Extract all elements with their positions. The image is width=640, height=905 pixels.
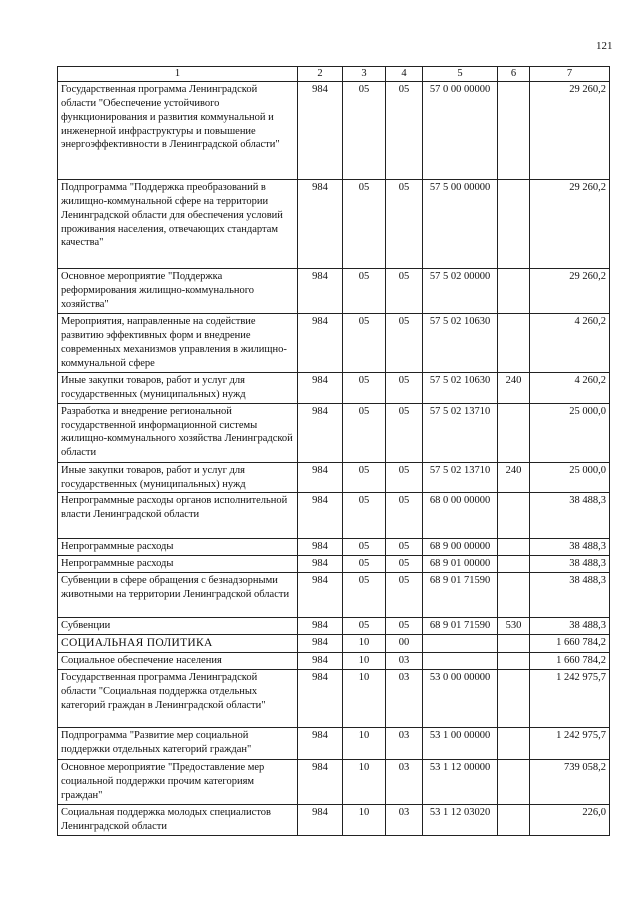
table-row xyxy=(58,82,610,180)
row-vr: 240 xyxy=(498,373,530,404)
row-pr: 03 xyxy=(386,670,423,728)
row-grbs: 984 xyxy=(298,82,343,180)
row-grbs: 984 xyxy=(298,403,343,462)
row-pr: 05 xyxy=(386,180,423,269)
col-header: 5 xyxy=(423,67,498,82)
row-vr xyxy=(498,180,530,269)
row-vr xyxy=(498,635,530,653)
row-grbs: 984 xyxy=(298,462,343,493)
table-row xyxy=(58,493,610,539)
row-grbs: 984 xyxy=(298,573,343,618)
row-grbs: 984 xyxy=(298,556,343,573)
row-name: Основное мероприятие "Предоставление мер социальной поддержки прочим категориям граждан" xyxy=(58,760,298,805)
row-pr: 03 xyxy=(386,760,423,805)
row-sum: 1 242 975,7 xyxy=(530,670,610,728)
row-name: Субвенции в сфере обращения с безнадзорными животными на территории Ленинградской области xyxy=(58,573,298,618)
row-sum: 739 058,2 xyxy=(530,760,610,805)
row-name: Подпрограмма "Поддержка преобразований в жилищно-коммунальной сфере на территории Ленинградской области для обеспечения условий проживания населения, отвечающих стандартам качества" xyxy=(58,180,298,269)
row-pr: 05 xyxy=(386,556,423,573)
row-csr xyxy=(423,653,498,670)
row-vr xyxy=(498,760,530,805)
row-pr: 05 xyxy=(386,403,423,462)
row-csr: 53 1 00 00000 xyxy=(423,728,498,760)
row-vr xyxy=(498,805,530,836)
row-grbs: 984 xyxy=(298,180,343,269)
row-grbs: 984 xyxy=(298,539,343,556)
row-csr: 57 5 02 13710 xyxy=(423,403,498,462)
col-header: 4 xyxy=(386,67,423,82)
row-pr: 05 xyxy=(386,462,423,493)
row-name: Разработка и внедрение региональной государственной информационной системы жилищно-коммунального хозяйства Ленинградской области xyxy=(58,403,298,462)
row-vr xyxy=(498,653,530,670)
row-grbs: 984 xyxy=(298,728,343,760)
row-rz: 10 xyxy=(343,805,386,836)
row-vr xyxy=(498,556,530,573)
row-sum: 29 260,2 xyxy=(530,180,610,269)
row-grbs: 984 xyxy=(298,373,343,404)
table-row xyxy=(58,653,610,670)
row-rz: 05 xyxy=(343,314,386,373)
row-rz: 10 xyxy=(343,670,386,728)
row-vr xyxy=(498,314,530,373)
row-csr: 57 5 02 00000 xyxy=(423,269,498,314)
row-name: Подпрограмма "Развитие мер социальной поддержки отдельных категорий граждан" xyxy=(58,728,298,760)
row-sum: 25 000,0 xyxy=(530,403,610,462)
col-header: 6 xyxy=(498,67,530,82)
row-sum: 38 488,3 xyxy=(530,556,610,573)
table-row xyxy=(58,556,610,573)
row-sum: 25 000,0 xyxy=(530,462,610,493)
row-name: Непрограммные расходы xyxy=(58,556,298,573)
row-grbs: 984 xyxy=(298,269,343,314)
row-rz: 05 xyxy=(343,462,386,493)
table-row xyxy=(58,670,610,728)
row-pr: 05 xyxy=(386,618,423,635)
row-name: Непрограммные расходы органов исполнительной власти Ленинградской области xyxy=(58,493,298,539)
row-sum: 1 660 784,2 xyxy=(530,653,610,670)
row-sum: 226,0 xyxy=(530,805,610,836)
budget-table xyxy=(57,66,610,836)
row-sum: 38 488,3 xyxy=(530,618,610,635)
row-vr xyxy=(498,82,530,180)
row-vr: 240 xyxy=(498,462,530,493)
row-csr: 57 5 02 13710 xyxy=(423,462,498,493)
row-rz: 05 xyxy=(343,373,386,404)
table-row xyxy=(58,180,610,269)
table-row xyxy=(58,314,610,373)
row-rz: 10 xyxy=(343,760,386,805)
row-name: Социальное обеспечение населения xyxy=(58,653,298,670)
row-rz: 10 xyxy=(343,728,386,760)
row-pr: 05 xyxy=(386,493,423,539)
col-header: 3 xyxy=(343,67,386,82)
row-rz: 05 xyxy=(343,573,386,618)
row-csr: 68 9 01 00000 xyxy=(423,556,498,573)
row-rz: 05 xyxy=(343,539,386,556)
row-csr: 68 9 01 71590 xyxy=(423,618,498,635)
row-grbs: 984 xyxy=(298,618,343,635)
table-row xyxy=(58,269,610,314)
row-sum: 38 488,3 xyxy=(530,539,610,556)
row-csr: 57 5 02 10630 xyxy=(423,314,498,373)
table-row xyxy=(58,805,610,836)
row-sum: 38 488,3 xyxy=(530,493,610,539)
table-row xyxy=(58,618,610,635)
row-pr: 05 xyxy=(386,269,423,314)
row-grbs: 984 xyxy=(298,493,343,539)
row-vr xyxy=(498,670,530,728)
row-grbs: 984 xyxy=(298,653,343,670)
row-vr xyxy=(498,403,530,462)
col-header: 1 xyxy=(58,67,298,82)
row-rz: 05 xyxy=(343,180,386,269)
row-grbs: 984 xyxy=(298,635,343,653)
row-vr xyxy=(498,493,530,539)
table-row xyxy=(58,373,610,404)
row-pr: 03 xyxy=(386,805,423,836)
row-rz: 05 xyxy=(343,82,386,180)
row-rz: 05 xyxy=(343,556,386,573)
row-name: Субвенции xyxy=(58,618,298,635)
row-grbs: 984 xyxy=(298,670,343,728)
row-rz: 05 xyxy=(343,269,386,314)
row-vr xyxy=(498,573,530,618)
table-row xyxy=(58,539,610,556)
row-csr: 57 5 00 00000 xyxy=(423,180,498,269)
row-grbs: 984 xyxy=(298,805,343,836)
page-number: 121 xyxy=(596,40,613,52)
row-csr: 57 5 02 10630 xyxy=(423,373,498,404)
row-pr: 05 xyxy=(386,314,423,373)
row-sum: 4 260,2 xyxy=(530,314,610,373)
row-pr: 05 xyxy=(386,373,423,404)
row-name: Социальная поддержка молодых специалистов Ленинградской области xyxy=(58,805,298,836)
row-csr: 68 9 00 00000 xyxy=(423,539,498,556)
row-name: Мероприятия, направленные на содействие развитию эффективных форм и внедрение современных механизмов управления в жилищно-коммунальной сфере xyxy=(58,314,298,373)
row-rz: 05 xyxy=(343,618,386,635)
row-vr xyxy=(498,539,530,556)
row-rz: 05 xyxy=(343,403,386,462)
row-grbs: 984 xyxy=(298,314,343,373)
row-sum: 4 260,2 xyxy=(530,373,610,404)
row-pr: 03 xyxy=(386,728,423,760)
row-sum: 1 660 784,2 xyxy=(530,635,610,653)
row-sum: 1 242 975,7 xyxy=(530,728,610,760)
row-sum: 38 488,3 xyxy=(530,573,610,618)
row-csr: 68 0 00 00000 xyxy=(423,493,498,539)
row-pr: 03 xyxy=(386,653,423,670)
row-csr: 53 1 12 00000 xyxy=(423,760,498,805)
row-vr: 530 xyxy=(498,618,530,635)
col-header: 7 xyxy=(530,67,610,82)
row-rz: 05 xyxy=(343,493,386,539)
table-row xyxy=(58,573,610,618)
table-row xyxy=(58,728,610,760)
table-row xyxy=(58,635,610,653)
row-name: Иные закупки товаров, работ и услуг для государственных (муниципальных) нужд xyxy=(58,462,298,493)
row-csr xyxy=(423,635,498,653)
row-rz: 10 xyxy=(343,635,386,653)
table-row xyxy=(58,462,610,493)
col-header: 2 xyxy=(298,67,343,82)
table-row xyxy=(58,760,610,805)
row-name: Государственная программа Ленинградской области "Обеспечение устойчивого функционирования и развития коммунальной и инженерной инфраструктуры и повышение энергоэффективности в Ленинградской области" xyxy=(58,82,298,180)
row-csr: 57 0 00 00000 xyxy=(423,82,498,180)
row-pr: 05 xyxy=(386,82,423,180)
row-csr: 68 9 01 71590 xyxy=(423,573,498,618)
row-pr: 05 xyxy=(386,539,423,556)
row-vr xyxy=(498,728,530,760)
row-sum: 29 260,2 xyxy=(530,82,610,180)
row-name: Основное мероприятие "Поддержка реформирования жилищно-коммунального хозяйства" xyxy=(58,269,298,314)
row-grbs: 984 xyxy=(298,760,343,805)
row-name: Непрограммные расходы xyxy=(58,539,298,556)
row-pr: 05 xyxy=(386,573,423,618)
header-row xyxy=(58,67,610,82)
row-name: Иные закупки товаров, работ и услуг для государственных (муниципальных) нужд xyxy=(58,373,298,404)
row-csr: 53 0 00 00000 xyxy=(423,670,498,728)
row-name: СОЦИАЛЬНАЯ ПОЛИТИКА xyxy=(58,635,298,653)
table-row xyxy=(58,403,610,462)
row-rz: 10 xyxy=(343,653,386,670)
row-pr: 00 xyxy=(386,635,423,653)
row-name: Государственная программа Ленинградской области "Социальная поддержка отдельных категорий граждан в Ленинградской области" xyxy=(58,670,298,728)
row-sum: 29 260,2 xyxy=(530,269,610,314)
row-csr: 53 1 12 03020 xyxy=(423,805,498,836)
row-vr xyxy=(498,269,530,314)
